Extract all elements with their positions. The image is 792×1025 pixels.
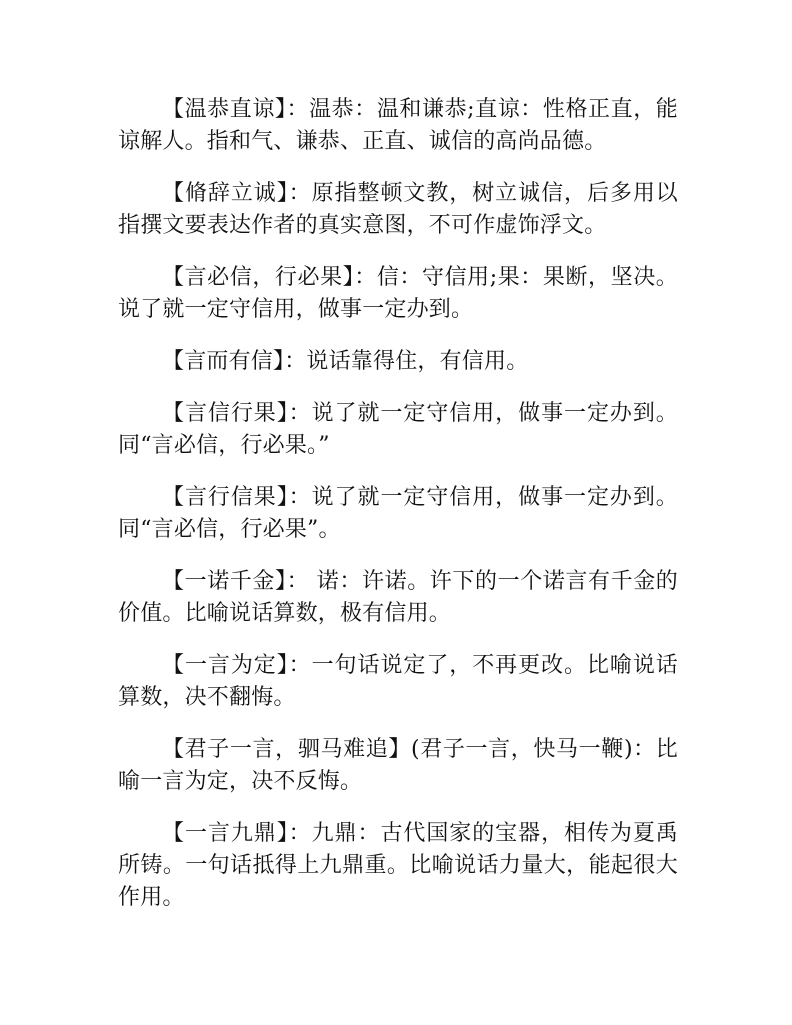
idiom-paragraph-6: 【言行信果】：说了就一定守信用，做事一定办到。同“言必信，行必果”。 <box>118 485 678 542</box>
idiom-paragraph-3: 【言必信，行必果】：信：守信用;果：果断，坚决。说了就一定守信用，做事一定办到。 <box>118 265 678 322</box>
idiom-paragraph-10: 【一言九鼎】：九鼎：古代国家的宝器，相传为夏禹所铸。一句话抵得上九鼎重。比喻说话力量大，能起很大作用。 <box>118 821 678 910</box>
idiom-paragraph-8: 【一言为定】：一句话说定了，不再更改。比喻说话算数，决不翻悔。 <box>118 653 678 710</box>
idiom-paragraph-5: 【言信行果】：说了就一定守信用，做事一定办到。同“言必信，行必果。” <box>118 401 678 458</box>
document-body <box>118 94 678 934</box>
idiom-paragraph-2: 【脩辞立诚】：原指整顿文教，树立诚信，后多用以指撰文要表达作者的真实意图，不可作虚饰浮文。 <box>118 181 678 238</box>
idiom-paragraph-7: 【一诺千金】： 诺：许诺。许下的一个诺言有千金的价值。比喻说话算数，极有信用。 <box>118 569 678 626</box>
idiom-paragraph-1: 【温恭直谅】：温恭：温和谦恭;直谅：性格正直，能谅解人。指和气、谦恭、正直、诚信的高尚品德。 <box>118 97 678 154</box>
idiom-paragraph-9: 【君子一言，驷马难追】(君子一言，快马一鞭)：比喻一言为定，决不反悔。 <box>118 737 678 794</box>
idiom-paragraph-4: 【言而有信】：说话靠得住，有信用。 <box>162 349 529 374</box>
